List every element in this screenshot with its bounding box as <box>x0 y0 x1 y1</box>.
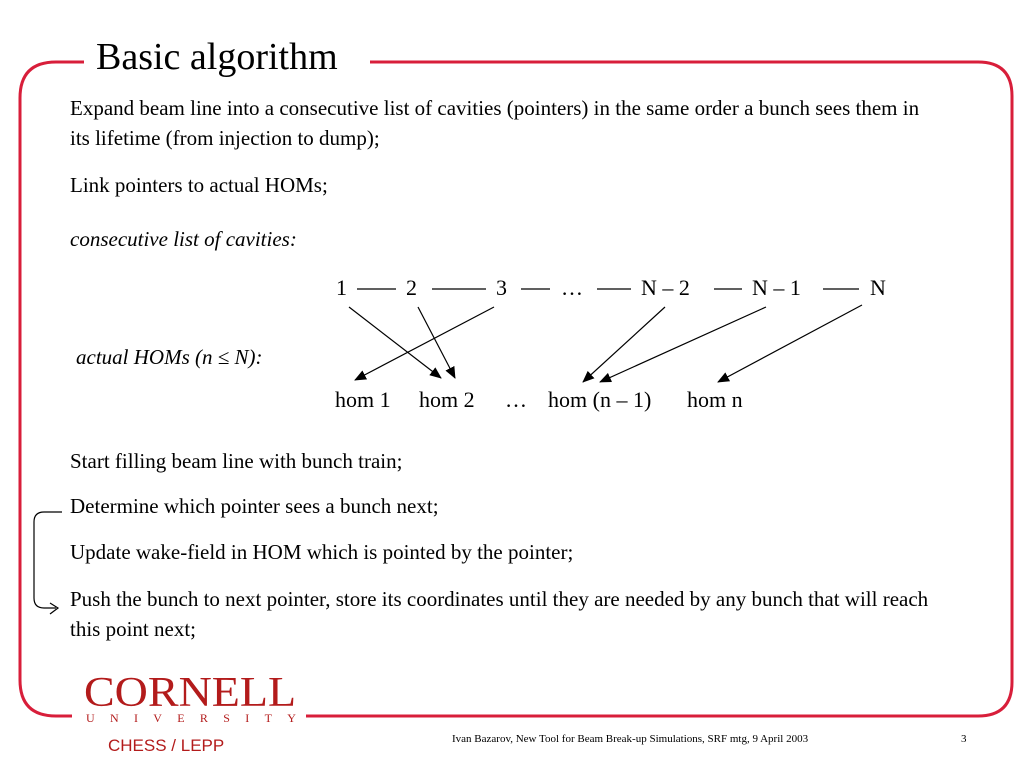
hom-label: hom 1 <box>335 387 391 412</box>
footer-citation: Ivan Bazarov, New Tool for Beam Break-up Simulations, SRF mtg, 9 April 2003 <box>452 733 809 745</box>
subtitle-letter: S <box>223 711 230 725</box>
cavity-label: 2 <box>406 275 417 300</box>
subtitle-letter: I <box>245 711 250 725</box>
hom-label: … <box>505 387 527 412</box>
step-push-bunch: Push the bunch to next pointer, store its coordinates until they are needed by any bunch that will reach this point next; <box>70 587 929 641</box>
step-update-wakefield: Update wake-field in HOM which is pointed by the pointer; <box>70 540 574 564</box>
subtitle-letter: U <box>86 711 95 725</box>
cavity-label: 3 <box>496 275 507 300</box>
pointer-arrow <box>600 307 766 382</box>
hom-label: hom n <box>687 387 743 412</box>
hom-label: hom (n – 1) <box>548 387 652 412</box>
cavity-label: … <box>561 275 583 300</box>
hom-label: hom 2 <box>419 387 475 412</box>
paragraph-list-heading: consecutive list of cavities: <box>70 227 297 251</box>
paragraph-expand: Expand beam line into a consecutive list of cavities (pointers) in the same order a bunch sees them in its lifetime (from injection to dump); <box>70 96 920 150</box>
subtitle-letter: E <box>177 711 185 725</box>
page-number: 3 <box>961 733 967 745</box>
subtitle-letter: Y <box>287 711 296 725</box>
loop-bracket <box>34 512 62 608</box>
cavity-label: N – 1 <box>752 275 801 300</box>
subtitle-letter: I <box>133 711 138 725</box>
cornell-wordmark: CORNELL <box>84 668 297 716</box>
cavity-label: 1 <box>336 275 347 300</box>
subtitle-letter: V <box>153 711 162 725</box>
step-start-filling: Start filling beam line with bunch train; <box>70 449 403 473</box>
pointer-arrow <box>418 307 455 378</box>
step-determine-pointer: Determine which pointer sees a bunch next; <box>70 494 439 518</box>
pointer-arrow <box>718 305 862 382</box>
subtitle-letter: N <box>109 711 119 725</box>
subtitle-letter: T <box>264 711 272 725</box>
subtitle-letter: R <box>199 711 208 725</box>
group-label: CHESS / LEPP <box>108 736 225 755</box>
slide-title: Basic algorithm <box>96 36 338 78</box>
cavity-label: N – 2 <box>641 275 690 300</box>
homs-label: actual HOMs (n ≤ N): <box>76 345 263 369</box>
cavity-label: N <box>870 275 886 300</box>
university-subtitle <box>86 711 296 725</box>
pointer-arrow <box>355 307 494 380</box>
paragraph-link: Link pointers to actual HOMs; <box>70 173 328 197</box>
